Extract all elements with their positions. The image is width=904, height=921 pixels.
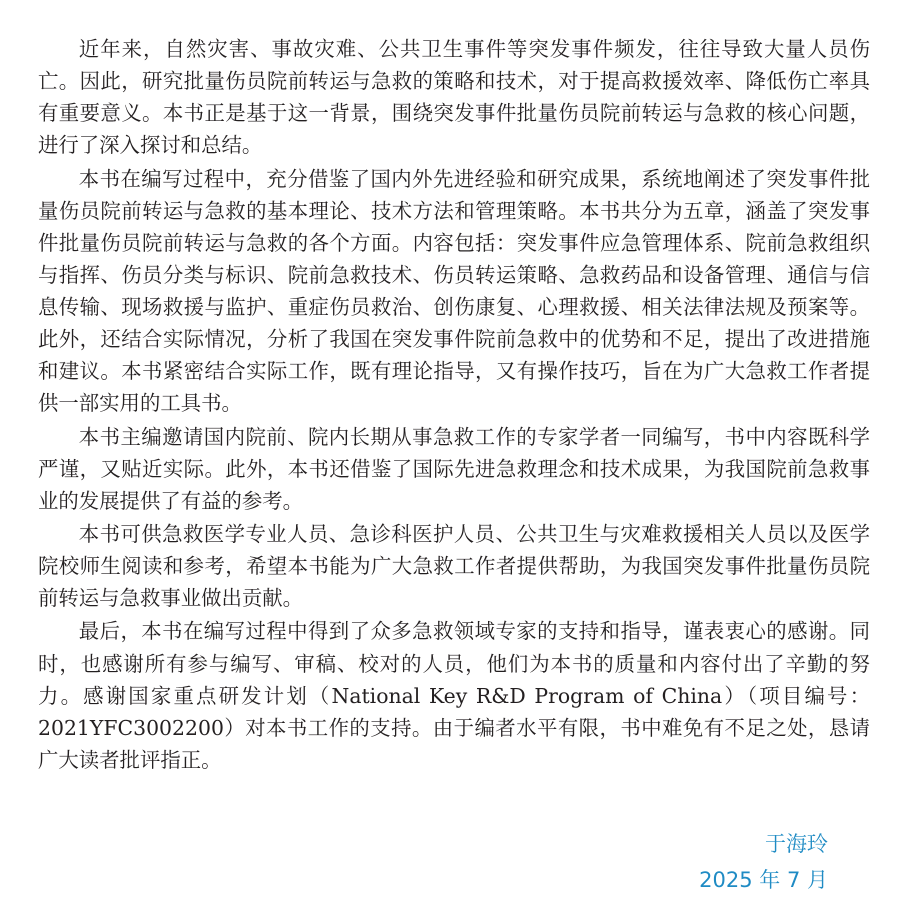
- author-signature: 于海玲: [765, 832, 828, 856]
- preface-paragraph-1: 近年来，自然灾害、事故灾难、公共卫生事件等突发事件频发，往往导致大量人员伤亡。因此，研究批量伤员院前转运与急救的策略和技术，对于提高救援效率、降低伤亡率具有重要意义。本书正是基于这一背景，围绕突发事件批量伤员院前转运与急救的核心问题，进行了深入探讨和总结。: [38, 37, 870, 158]
- preface-paragraph-4: 本书可供急救医学专业人员、急诊科医护人员、公共卫生与灾难救援相关人员以及医学院校师生阅读和参考，希望本书能为广大急救工作者提供帮助，为我国突发事件批量伤员院前转运与急救事业做出贡献。: [38, 521, 870, 611]
- preface-paragraph-3: 本书主编邀请国内院前、院内长期从事急救工作的专家学者一同编写，书中内容既科学严谨，又贴近实际。此外，本书还借鉴了国际先进急救理念和技术成果，为我国院前急救事业的发展提供了有益的参考。: [38, 424, 870, 513]
- preface-body: [38, 33, 870, 777]
- preface-paragraph-5: 最后，本书在编写过程中得到了众多急救领域专家的支持和指导，谨表衷心的感谢。同时，也感谢所有参与编写、审稿、校对的人员，他们为本书的质量和内容付出了辛勤的努力。感谢国家重点研发计划（National Key R&D Program of China）（项目编号：2021YFC3002200）对本书工作的支持。由于编者水平有限，书中难免有不足之处，恳请广大读者批评指正。: [38, 619, 870, 772]
- signature-date: 2025 年 7 月: [699, 868, 828, 892]
- preface-paragraph-2: 本书在编写过程中，充分借鉴了国内外先进经验和研究成果，系统地阐述了突发事件批量伤员院前转运与急救的基本理论、技术方法和管理策略。本书共分为五章，涵盖了突发事件批量伤员院前转运与急救的各个方面。内容包括：突发事件应急管理体系、院前急救组织与指挥、伤员分类与标识、院前急救技术、伤员转运策略、急救药品和设备管理、通信与信息传输、现场救援与监护、重症伤员救治、创伤康复、心理救援、相关法律法规及预案等。此外，还结合实际情况，分析了我国在突发事件院前急救中的优势和不足，提出了改进措施和建议。本书紧密结合实际工作，既有理论指导，又有操作技巧，旨在为广大急救工作者提供一部实用的工具书。: [38, 166, 870, 416]
